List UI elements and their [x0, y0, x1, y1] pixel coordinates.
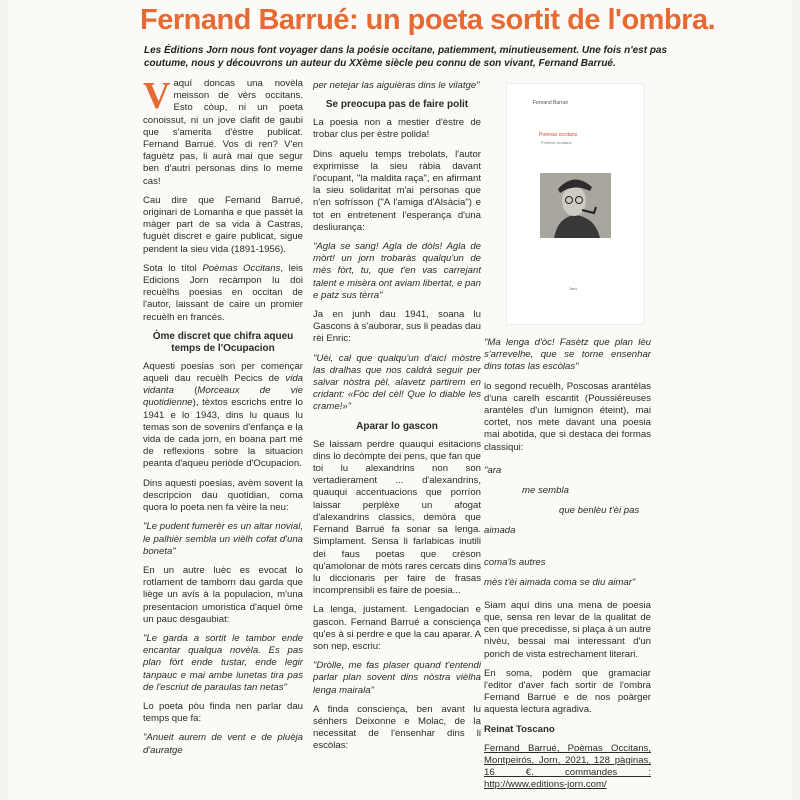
poem-line: que benlèu t'èi pas	[559, 504, 640, 516]
drop-cap: V	[143, 75, 171, 117]
quote: "Le pudent fumerèr es un altar novial, le palhièr sembla un vièlh cofat d'una boneta"	[143, 521, 303, 557]
poem	[484, 461, 651, 593]
book-title: Poèmas Occitans	[202, 262, 281, 274]
article-title: Fernand Barrué: un poeta sortit de l'ombra.	[140, 4, 716, 36]
subheading: Òme discret que chifra aqueu temps de l'Ocupacion	[152, 330, 294, 354]
book-reference-link[interactable]: Fernand Barrué, Poèmas Occitans, Montpeirós, Jorn, 2021, 128 pàginas, 16 €. commandes : http://www.editions-jorn.com/	[484, 742, 651, 791]
paragraph: Dins aquesti poesias, avèm sovent la descripcion dau quotidian, coma quora lo poeta nen fa vèire la neu:	[143, 477, 303, 514]
quote: "Anueit aurem de vent e de pluèja d'auratge	[143, 732, 303, 756]
article-intro: Les Éditions Jorn nous font voyager dans la poésie occitane, patiemment, minutieusement. Une fois n'est pas coutume, nous y découvrons un auteur du XXème siècle peu connu de son vivant, Fernand Barrué.	[144, 45, 668, 69]
portrait-illustration	[540, 173, 611, 238]
paragraph	[143, 75, 303, 188]
paragraph-text: aquí doncas una novèla meisson de vèrs occitans. Esto còup, ni un poeta conoissut, ni un jove clafit de gaubi que s'amerita d'èstre publicat. Fernand Barrué. Vos di ren? V'en faguètz pas, li aurà mai que segur ben d'autri personas dins lo meme cas!	[143, 78, 303, 187]
column-1	[143, 75, 303, 764]
paragraph: Cau dire que Fernand Barrué, originari de Lomanha e que passèt la màger part de sa vida à Castras, fuguèt discret e gaire publicat, sigue pendent la sieu vida (1891-1956).	[143, 194, 303, 255]
text: Sota lo títol	[143, 262, 203, 274]
paragraph: Se laissam perdre quauqui esitacions dins lo decòmpte dei pens, que fan que toi lu alexandrins non son vertadierament ... d'alexandrins, quauqui accentuacions que porríon laissar perplèxe un afogat d'alexandrins classics, demòra que Fernand Barrué fa sonar sa lenga. Simplament. Sensa li farlabicas inutili dei faus poetas que crèson qu'amolonar de mòts rares cercats dins lu diccionaris per faire de frasas incomprensibli es faire de poesia...	[313, 438, 481, 597]
text: , leis Edicions Jorn recàmpon lu doi recuèlhs poesias en occitan de l'autor, laissant de caire un promier recuèlh en francés.	[143, 262, 303, 323]
poem-line: aimada	[484, 524, 516, 536]
paragraph: En un autre luèc es evocat lo rotlament de tamborn dau garda que liège un avís à la populacion, m'una presentacion umoristica d'aquel òme un pauc desgaubiat:	[143, 564, 303, 625]
paragraph: Ja en junh dau 1941, soana lu Gascons à s'auborar, sus li peadas dau rèi Enric:	[313, 309, 481, 345]
quote: "Uèi, cal que qualqu'un d'aicí mòstre las dralhas que nos caldrà seguir per salvar nòstra pèl. alavetz partirem en cridant: «Fòc del cèl! Que lo diable les crame!»"	[313, 352, 481, 413]
poem-line: "ara	[484, 464, 502, 476]
poem-line: mès t'èi aimada coma se diu aimar"	[484, 576, 636, 588]
paragraph: Dins aquelu temps trebolats, l'autor exprimisse la sieu ràbia davant l'ocupant, "la maldita raça", en afirmant la sieu solidaritat m'ai personas que n'en sofrísson ("A l'amiga d'Alsàcia") e tot en entretenent l'esperança d'una desliurança:	[313, 148, 481, 233]
paragraph: La poesia non a mestier d'èstre de trobar clus per èstre polida!	[313, 117, 481, 141]
column-3	[484, 337, 651, 799]
paragraph: Lo poeta pòu finda nen parlar dau temps que fa:	[143, 700, 303, 725]
cover-title: Poèmas occitans	[539, 132, 578, 138]
paragraph: Siam aquí dins una mena de poesia que, sensa ren levar de la qualitat de cen que precedisse, si plaça à un autre nivèu, bessai mai interessant d'un ponch de vista estrechament literari.	[484, 599, 651, 660]
text: Aquesti poesias son per començar aqueli dau recuèlh Pecics de	[143, 360, 303, 385]
text: (	[173, 385, 198, 397]
paragraph: A finda consciença, ben avant lu sénhers Deixonne e Molac, de la necessitat de l'ensenhar dins li escòlas:	[313, 703, 481, 752]
quote: "Ma lenga d'òc! Fasètz que plan lèu s'arrevelhe, que se torne ensenhar dins totas las escòlas"	[484, 337, 651, 373]
quote: "Agla se sang! Agla de dòls! Agla de mòrt! un jorn trobaràs qualqu'un de mès fòrt, tu, que t'en vas carrejant talent e misèra ont aviam libertat, e pan e patz sus tèrra"	[313, 241, 481, 301]
quote: "Le garda a sortit le tambor ende encantar qualqua novèla. Es pas plan fòrt ende tustar, ende legir tanpauc e mai ambe lunetas tira pas de l'escriut de paraulas tan netas"	[143, 632, 303, 693]
text: vida vidanta	[143, 373, 303, 397]
magazine-page	[8, 0, 792, 800]
text: ), tèxtos escrichs entre lo 1941 e lo 1943, dins lu quaus lu temas son de sovenirs d'enfança e la vida de cada jorn, en boana part mé de reflexions sobre la situacion peanta d'aqueu periòde d'Ocupacion.	[143, 397, 303, 470]
cover-publisher: Jorn	[569, 286, 577, 291]
quote: per netejar las aiguièras dins le vilatge"	[313, 80, 480, 91]
cover-author: Fernand Barrué	[533, 100, 569, 106]
paragraph: lo segond recuèlh, Poscosas arantèlas d'una carelh escantit (Poussiéreuses arantèles d'un lumignon éteint), mai cortet, nos mete davant una poesia mai abotida, que si destaca dei formas classiqui:	[484, 380, 651, 453]
quote: "Dròlle, me fas plaser quand t'entendi parlar plan sovent dins nòstra vièlha lenga mairala"	[313, 660, 481, 696]
poem-line: coma'ls autres	[484, 556, 546, 568]
book-cover-image	[507, 84, 644, 324]
cover-subtitle: Poèmes occitans	[541, 140, 572, 145]
author-portrait-photo	[540, 173, 611, 238]
paragraph	[143, 361, 303, 471]
subheading: Aparar lo gascon	[356, 420, 438, 432]
poem-line: me sembla	[522, 484, 569, 496]
subheading: Se preocupa pas de faire polit	[325, 99, 469, 111]
paragraph: En soma, podèm que gramaciar l'editor d'aver fach sortir de l'ombra Fernand Barrué e de nos poàrger aquesta lectura agradiva.	[484, 667, 651, 716]
paragraph	[143, 263, 303, 324]
author-signature: Reinat Toscano	[484, 723, 555, 735]
text: Morceaux de vie quotidienne	[143, 385, 303, 409]
paragraph: La lenga, justament. Lengadocian e gascon. Fernand Barrué a consciença qu'es à si perdre e que la cau aparar. A son nep, escriu:	[313, 604, 481, 652]
column-2	[313, 80, 481, 760]
